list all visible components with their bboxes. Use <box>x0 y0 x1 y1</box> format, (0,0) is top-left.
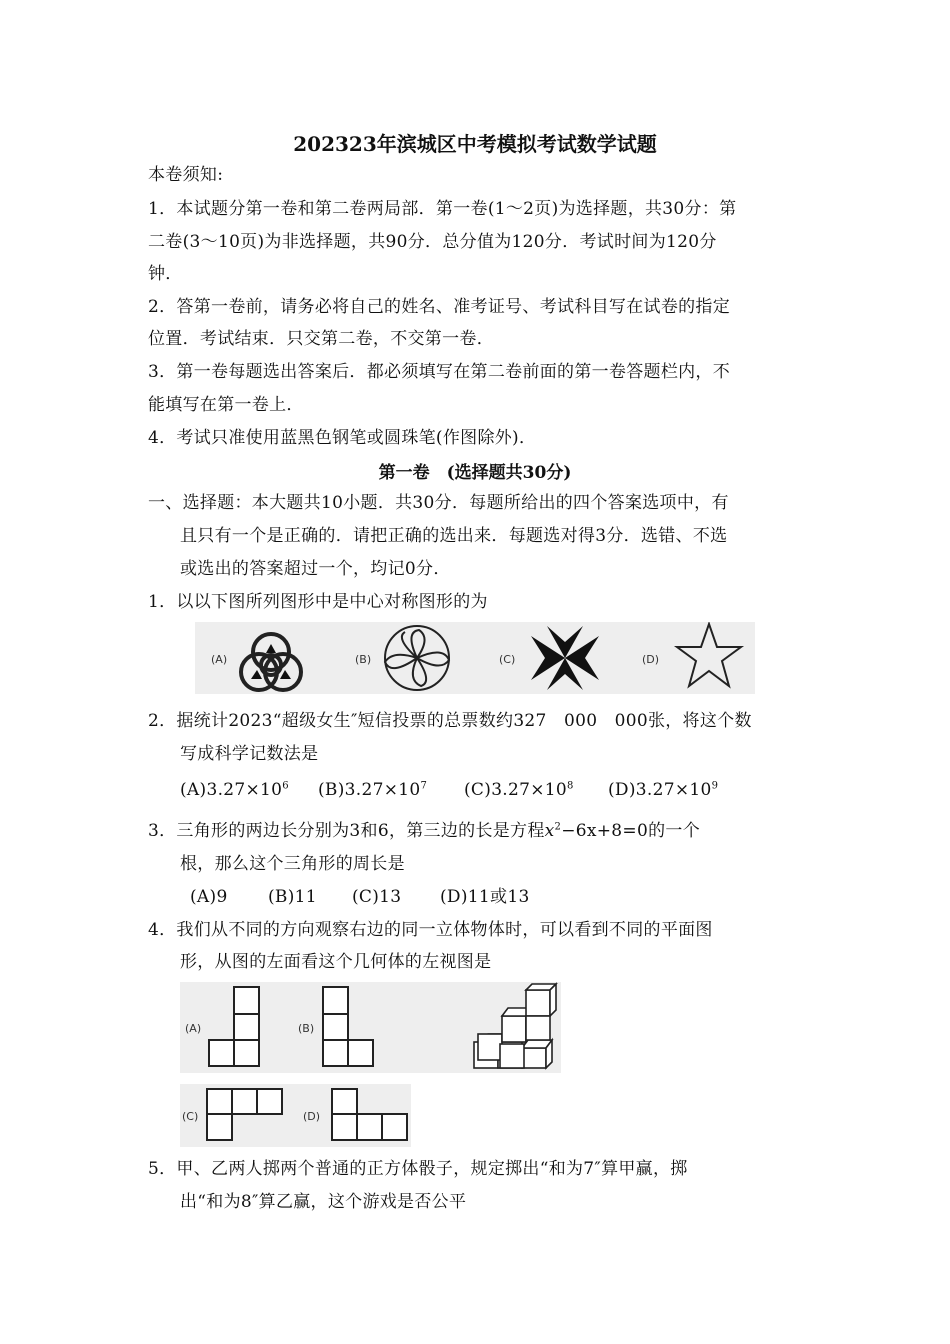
q3-option-d: (D)11或13 <box>440 887 530 907</box>
q4-figure-bottom <box>180 1084 411 1147</box>
q2-option-c: $(C)3.27\times 10^8$ <box>464 780 574 800</box>
trefoil-figure <box>241 634 301 690</box>
q3-equation-x: x <box>544 821 555 841</box>
q3-option-c: (C)13 <box>352 887 402 907</box>
q5-line: 5．甲、乙两人掷两个普通的正方体骰子，规定掷出“和为7″算甲赢，掷 <box>148 1159 688 1179</box>
q1-text: 1．以以下图所列图形中是中心对称图形的为 <box>148 592 488 612</box>
section-intro-line: 一、选择题：本大题共10小题．共30分．每题所给出的四个答案选项中，有 <box>148 493 729 513</box>
q4-label-b: (B) <box>298 1022 315 1035</box>
bauhinia-figure <box>385 626 449 690</box>
q1-label-b: (B) <box>355 653 372 666</box>
q3-options <box>190 887 530 907</box>
four-blade-figure <box>531 626 599 690</box>
notice-line: 位置．考试结束．只交第二卷，不交第一卷． <box>148 329 494 349</box>
q1-figure <box>195 622 755 694</box>
q3-equation-rest: −6x+8=0 <box>561 821 649 841</box>
q4-label-a: (A) <box>185 1022 202 1035</box>
q4-figure-top <box>180 982 561 1073</box>
q3-option-b: (B)11 <box>268 887 317 907</box>
star-figure <box>677 624 741 686</box>
notice-line: 1．本试题分第一卷和第二卷两局部．第一卷(1～2页)为选择题，共30分：第 <box>148 199 737 219</box>
q4-label-c: (C) <box>182 1110 199 1123</box>
q4-line: 形，从图的左面看这个几何体的左视图是 <box>180 952 492 972</box>
section-intro-line: 或选出的答案超过一个，均记0分． <box>180 559 451 579</box>
notice-line: 钟． <box>148 264 183 284</box>
q3-line: 根，那么这个三角形的周长是 <box>180 854 405 874</box>
q5-line: 出“和为8″算乙赢，这个游戏是否公平 <box>180 1192 467 1212</box>
q1-label-c: (C) <box>499 653 516 666</box>
q1-label-d: (D) <box>642 653 660 666</box>
notice-line: 2．答第一卷前，请务必将自己的姓名、准考证号、考试科目写在试卷的指定 <box>148 297 731 317</box>
notice-heading: 本卷须知: <box>148 165 224 185</box>
q2-options <box>180 780 718 800</box>
stacked-cubes-figure <box>474 984 556 1068</box>
notice-line: 3．第一卷每题选出答案后．都必须填写在第二卷前面的第一卷答题栏内，不 <box>148 362 731 382</box>
q3-option-a: (A)9 <box>190 887 228 907</box>
q2-option-a: $(A)3.27\times 10^6$ <box>180 780 289 800</box>
q1-label-a: (A) <box>211 653 228 666</box>
q3-equation-exp: 2 <box>554 821 562 833</box>
q2-option-b: $(B)3.27\times 10^7$ <box>318 780 428 800</box>
notice-line: 二卷(3～10页)为非选择题，共90分．总分值为120分．考试时间为120分 <box>148 232 717 252</box>
notice-line: 4．考试只准使用蓝黑色钢笔或圆珠笔(作图除外)． <box>148 428 537 448</box>
page-title: 202323年滨城区中考模拟考试数学试题 <box>293 132 657 156</box>
q3-line: 3．三角形的两边长分别为3和6，第三边的长是方程$x^2-6x+8=0$的一个 <box>148 821 700 841</box>
notice-line: 能填写在第一卷上． <box>148 395 304 415</box>
q4-label-d: (D) <box>303 1110 321 1123</box>
q4-line: 4．我们从不同的方向观察右边的同一立体物体时，可以看到不同的平面图 <box>148 920 713 940</box>
q2-option-d: $(D)3.27\times 10^9$ <box>608 780 719 800</box>
section-title: 第一卷 (选择题共30分) <box>378 463 572 483</box>
q2-line: 2．据统计2023“超级女生″短信投票的总票数约327 000 000张，将这个数 <box>148 711 752 731</box>
q2-line: 写成科学记数法是 <box>180 744 319 764</box>
section-intro-line: 且只有一个是正确的．请把正确的选出来．每题选对得3分．选错、不选 <box>180 526 728 546</box>
